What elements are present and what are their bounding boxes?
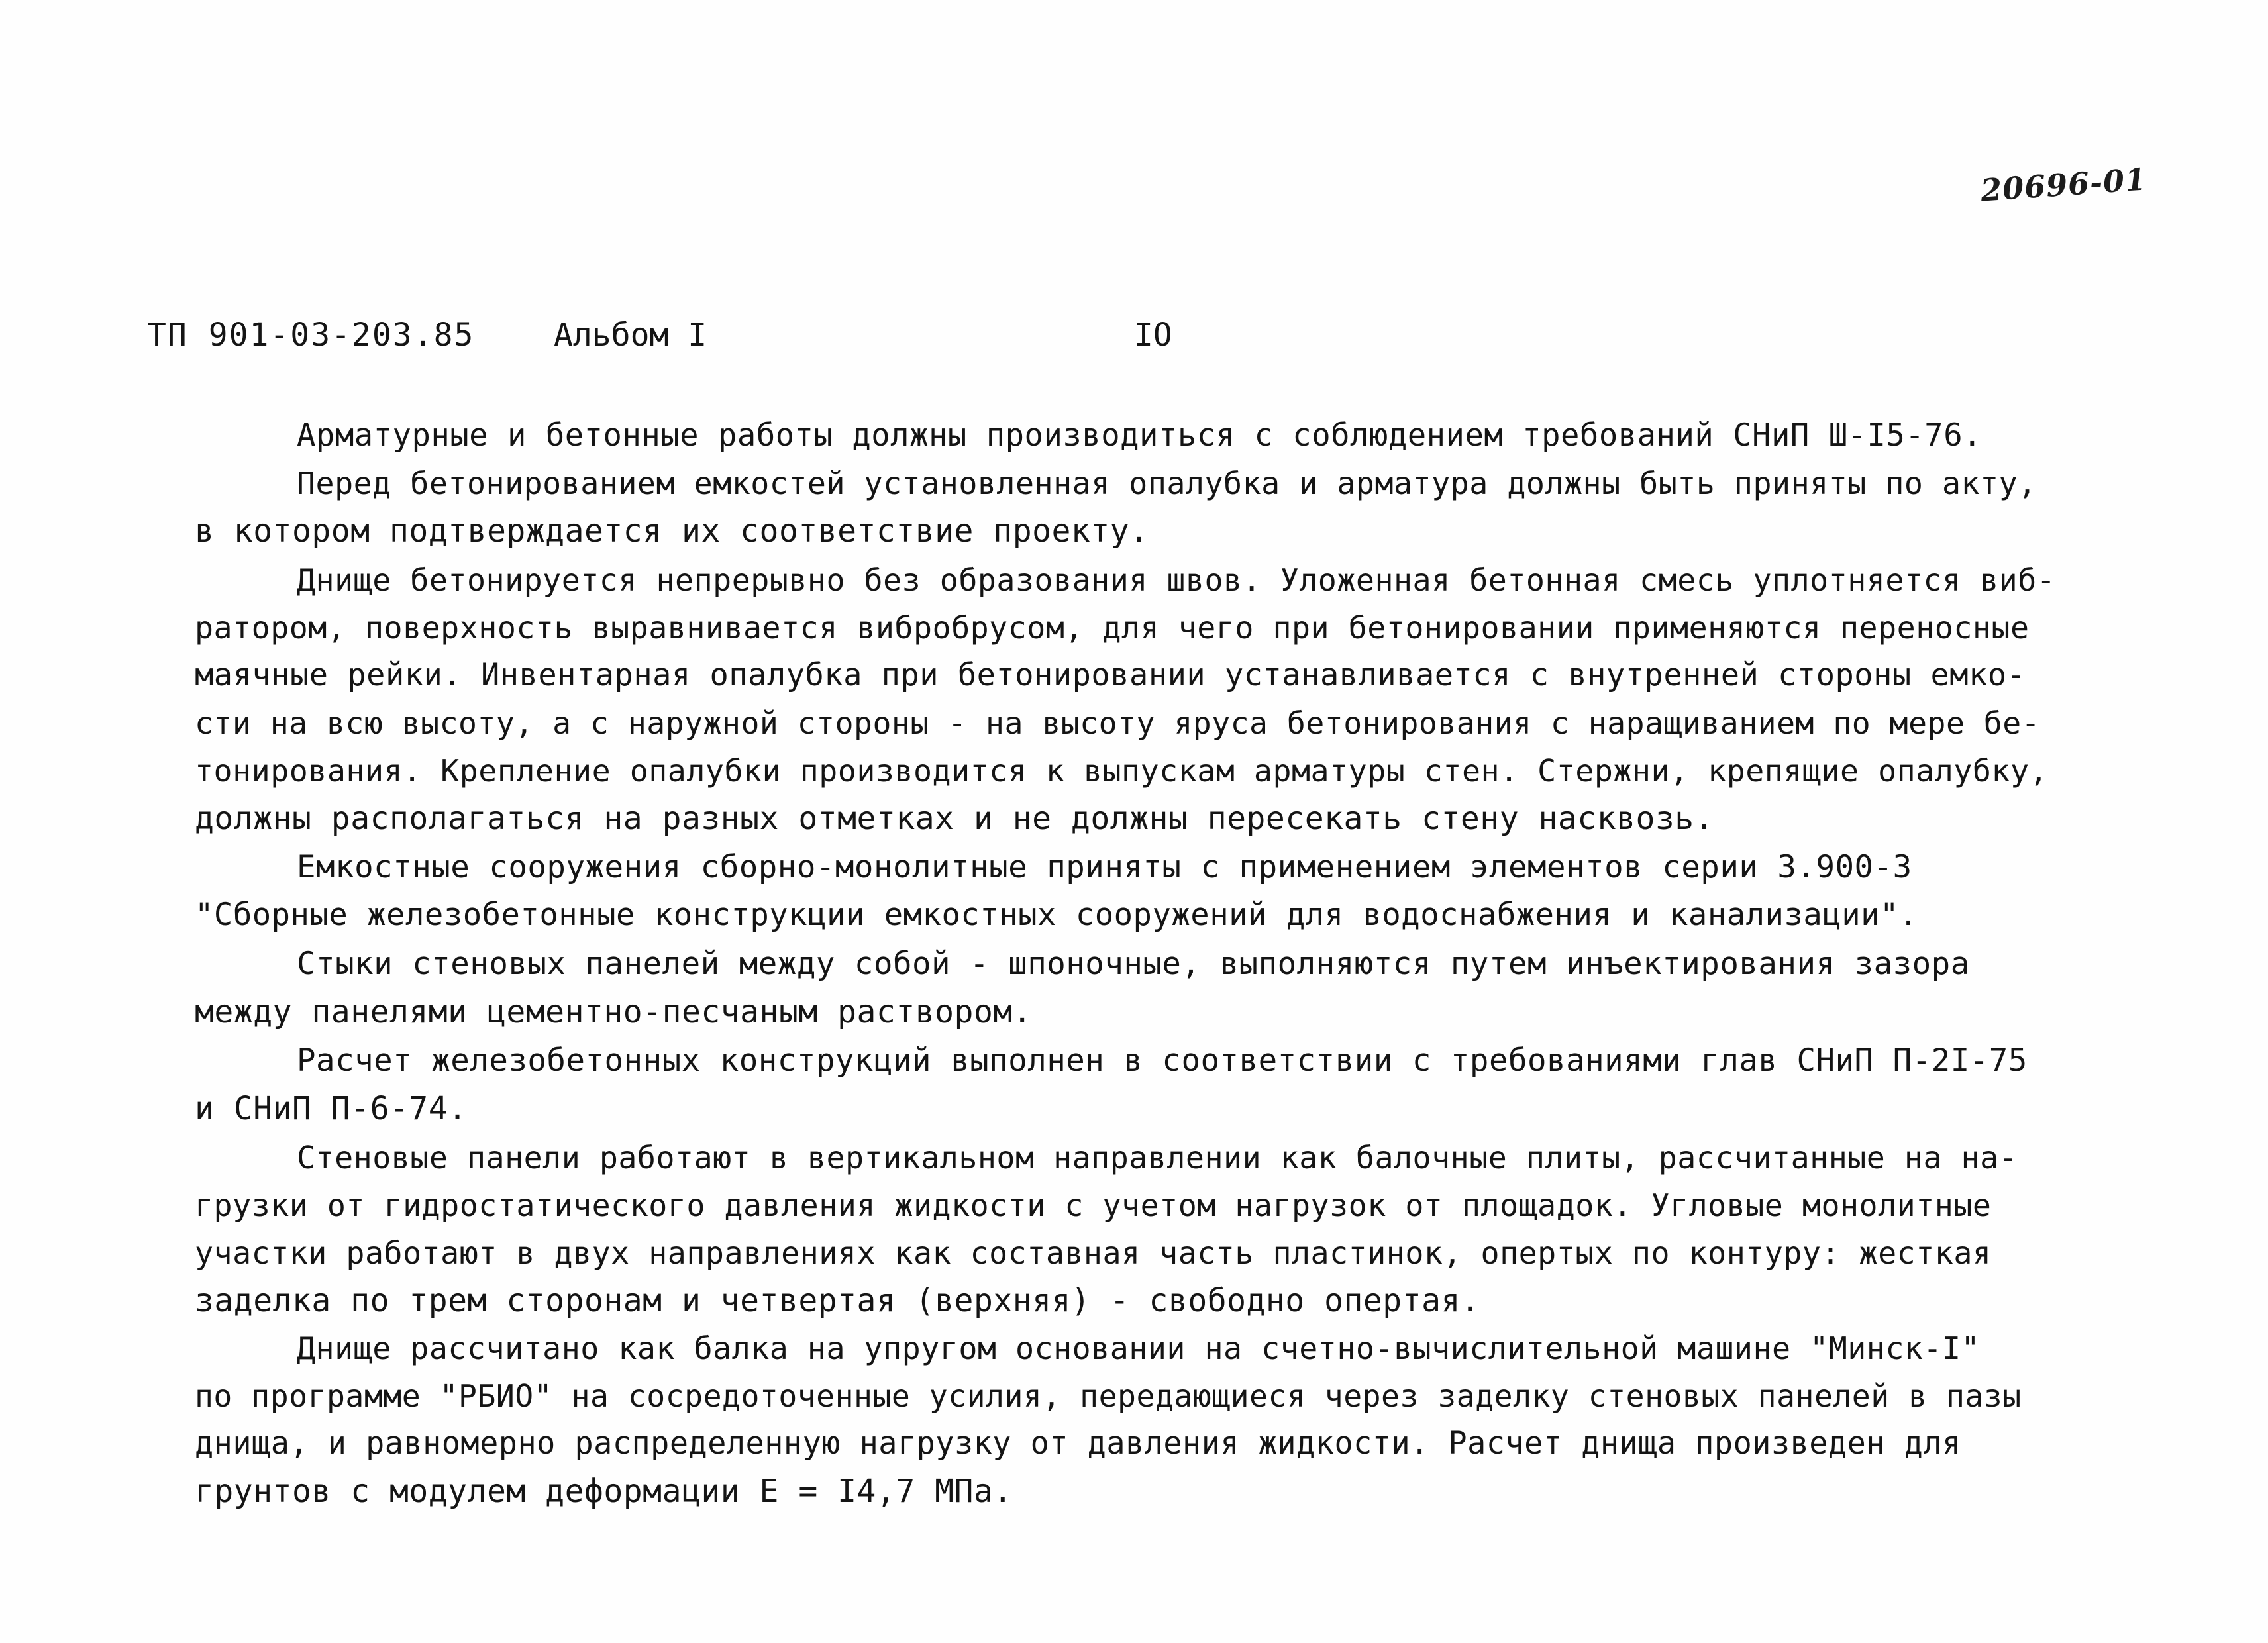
text-line: "Сборные железобетонные конструкции емкостных сооружений для водоснабжения и канализации". (195, 897, 1918, 933)
text-line: грузки от гидростатического давления жидкости с учетом нагрузок от площадок. Угловые монолитные (195, 1187, 1992, 1223)
text-line: Днище бетонируется непрерывно без образования швов. Уложенная бетонная смесь уплотняется виб- (297, 562, 2056, 598)
text-line: Перед бетонированием емкостей установленная опалубка и арматура должны быть приняты по акту, (297, 466, 2037, 501)
text-line: Расчет железобетонных конструкций выполнен в соответствии с требованиями глав СНиП П-2I-75 (297, 1042, 2028, 1079)
text-line: между панелями цементно-песчаным раствором. (195, 993, 1033, 1030)
text-line: тонирования. Крепление опалубки производится к выпускам арматуры стен. Стержни, крепящие опалубку, (195, 753, 2049, 789)
text-line: Стыки стеновых панелей между собой - шпоночные, выполняются путем инъектирования зазора (297, 946, 1970, 982)
album-label: Альбом I (554, 317, 707, 354)
text-line: заделка по трем сторонам и четвертая (верхняя) - свободно опертая. (195, 1282, 1480, 1319)
text-line: Днище рассчитано как балка на упругом основании на счетно-вычислительной машине "Минск-I" (297, 1330, 1981, 1366)
text-line: Арматурные и бетонные работы должны производиться с соблюдением требований СНиП Ш-I5-76. (297, 417, 1983, 454)
document-code: ТП 901-03-203.85 (147, 317, 475, 354)
text-line: в котором подтверждается их соответствие проекту. (195, 513, 1149, 550)
text-line: должны располагаться на разных отметках и не должны пересекать стену насквозь. (195, 800, 1714, 837)
text-line: участки работают в двух направлениях как составная часть пластинок, опертых по контуру: жесткая (195, 1235, 1992, 1271)
text-line: ратором, поверхность выравнивается вибробрусом, для чего при бетонировании применяются переносные (195, 610, 2030, 646)
text-line: грунтов с модулем деформации Е = I4,7 МПа. (195, 1473, 1013, 1510)
text-line: Емкостные сооружения сборно-монолитные приняты с применением элементов серии 3.900-3 (297, 849, 1912, 885)
archive-number-stamp: 20696-01 (1979, 161, 2148, 209)
text-line: маячные рейки. Инвентарная опалубка при бетонировании устанавливается с внутренней стороны емко- (195, 657, 2026, 693)
page-number: IO (1134, 317, 1172, 354)
text-line: Стеновые панели работают в вертикальном направлении как балочные плиты, рассчитанные на на- (297, 1140, 2018, 1175)
text-line: сти на всю высоту, а с наружной стороны - на высоту яруса бетонирования с наращиванием по мере бе- (195, 705, 2041, 741)
text-line: днища, и равномерно распределенную нагрузку от давления жидкости. Расчет днища произведен для (195, 1426, 1961, 1462)
text-line: и СНиП П-6-74. (195, 1090, 468, 1127)
text-line: по программе "РБИО" на сосредоточенные усилия, передающиеся через заделку стеновых панелей в пазы (195, 1378, 2022, 1414)
